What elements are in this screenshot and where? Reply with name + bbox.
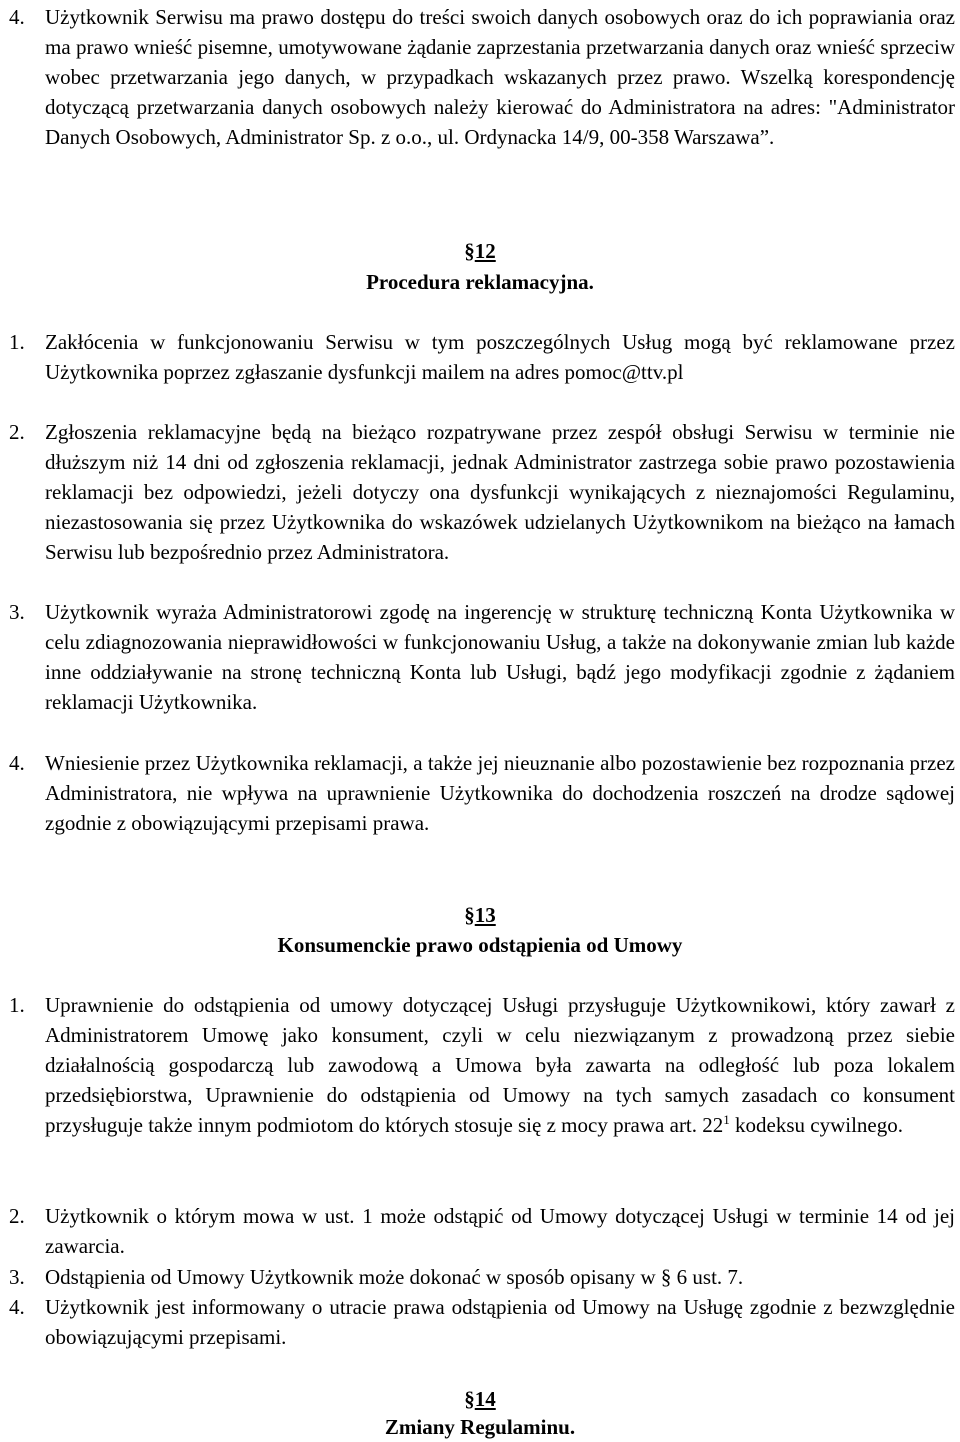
item-number: 3. — [9, 600, 25, 624]
item-text-tail: kodeksu cywilnego. — [729, 1113, 903, 1137]
s13-item-1 — [9, 990, 955, 1140]
item-number: 4. — [9, 5, 25, 29]
s13-item-2 — [9, 1201, 955, 1261]
section-number: 13 — [474, 903, 496, 927]
section-sign: § — [464, 239, 475, 263]
item-text: Zgłoszenia reklamacyjne będą na bieżąco rozpatrywane przez zespół obsługi Serwisu w terminie nie dłuższym niż 14 dni od zgłoszenia reklamacji, jednak Administrator zastrzega sobie prawo pozostawienia reklamacji bez odpowiedzi, jeżeli dotyczy ona dysfunkcji wynikających z nieznajomości Regulaminu, niezastosowania się przez Użytkownika do wskazówek udzielanych Użytkownikom na bieżąco na łamach Serwisu lub bezpośrednio przez Administratora. — [45, 420, 955, 564]
section-sign: § — [464, 1387, 475, 1411]
item-text: Użytkownik o którym mowa w ust. 1 może odstąpić od Umowy dotyczącej Usługi w terminie 14 od jej zawarcia. — [45, 1204, 955, 1258]
s12-item-4 — [9, 748, 955, 838]
item-number: 3. — [9, 1265, 25, 1289]
item-number: 2. — [9, 420, 25, 444]
section-number: 12 — [474, 239, 496, 263]
section-12-number — [0, 236, 960, 266]
section-13-number — [0, 900, 960, 930]
superscript: 1 — [723, 1112, 730, 1127]
item-number: 4. — [9, 751, 25, 775]
item-number: 4. — [9, 1295, 25, 1319]
item-text: Wniesienie przez Użytkownika reklamacji, a także jej nieuznanie albo pozostawienie bez rozpoznania przez Administratora, nie wpływa na uprawnienie Użytkownika do dochodzenia roszczeń na drodze sądowej zgodnie z obowiązującymi przepisami prawa. — [45, 751, 955, 835]
section-14-title: Zmiany Regulaminu. — [384, 1415, 576, 1439]
item-text: Zakłócenia w funkcjonowaniu Serwisu w tym poszczególnych Usług mogą być reklamowane przez Użytkownika poprzez zgłaszanie dysfunkcji mailem na adres pomoc@ttv.pl — [45, 330, 955, 384]
item-text: Użytkownik wyraża Administratorowi zgodę na ingerencję w strukturę techniczną Konta Użytkownika w celu zdiagnozowania nieprawidłowości w funkcjonowaniu Usług, a także na dokonywanie zmian lub każde inne oddziaływanie na stronę techniczną Konta lub Usługi, bądź jego modyfikacji zgodnie z żądaniem reklamacji Użytkownika. — [45, 600, 955, 714]
item-text: Odstąpienia od Umowy Użytkownik może dokonać w sposób opisany w § 6 ust. 7. — [45, 1265, 744, 1289]
item-number: 1. — [9, 330, 25, 354]
section-12-title: Procedura reklamacyjna. — [366, 270, 594, 294]
paragraph-item-4 — [9, 2, 955, 152]
s12-item-3 — [9, 597, 955, 717]
section-13-title: Konsumenckie prawo odstąpienia od Umowy — [277, 933, 683, 957]
item-text-main: Uprawnienie do odstąpienia od umowy dotyczącej Usługi przysługuje Użytkownikowi, który zawarł z Administratorem Umowę jako konsument, czyli w celu niezwiązanym z prowadzoną przez siebie działalnością gospodarczą lub zawodową a Umowa była zawarta na odległość lub poza lokalem przedsiębiorstwa, Uprawnienie do odstąpienia od Umowy na tych samych zasadach co konsument przysługuje także innym podmiotom do których stosuje się z mocy prawa art. 22 — [45, 993, 955, 1137]
item-text: Użytkownik jest informowany o utracie prawa odstąpienia od Umowy na Usługę zgodnie z bezwzględnie obowiązującymi przepisami. — [45, 1295, 955, 1349]
item-number: 1. — [9, 993, 25, 1017]
section-14-number — [0, 1384, 960, 1414]
s12-item-2 — [9, 417, 955, 567]
s13-item-3 — [9, 1262, 955, 1292]
section-number: 14 — [474, 1387, 496, 1411]
item-text: Użytkownik Serwisu ma prawo dostępu do treści swoich danych osobowych oraz do ich poprawiania oraz ma prawo wnieść pisemne, umotywowane żądanie zaprzestania przetwarzania danych oraz wnieść sprzeciw wobec przetwarzania jego danych, w przypadkach wskazanych przez prawo. Wszelką korespondencję dotyczącą przetwarzania danych osobowych należy kierować do Administratora na adres: "Administrator Danych Osobowych, Administrator Sp. z o.o., ul. Ordynacka 14/9, 00-358 Warszawa”. — [45, 5, 955, 149]
s12-item-1 — [9, 327, 955, 387]
item-text — [45, 990, 955, 1140]
s13-item-4 — [9, 1292, 955, 1352]
section-sign: § — [464, 903, 475, 927]
item-number: 2. — [9, 1204, 25, 1228]
